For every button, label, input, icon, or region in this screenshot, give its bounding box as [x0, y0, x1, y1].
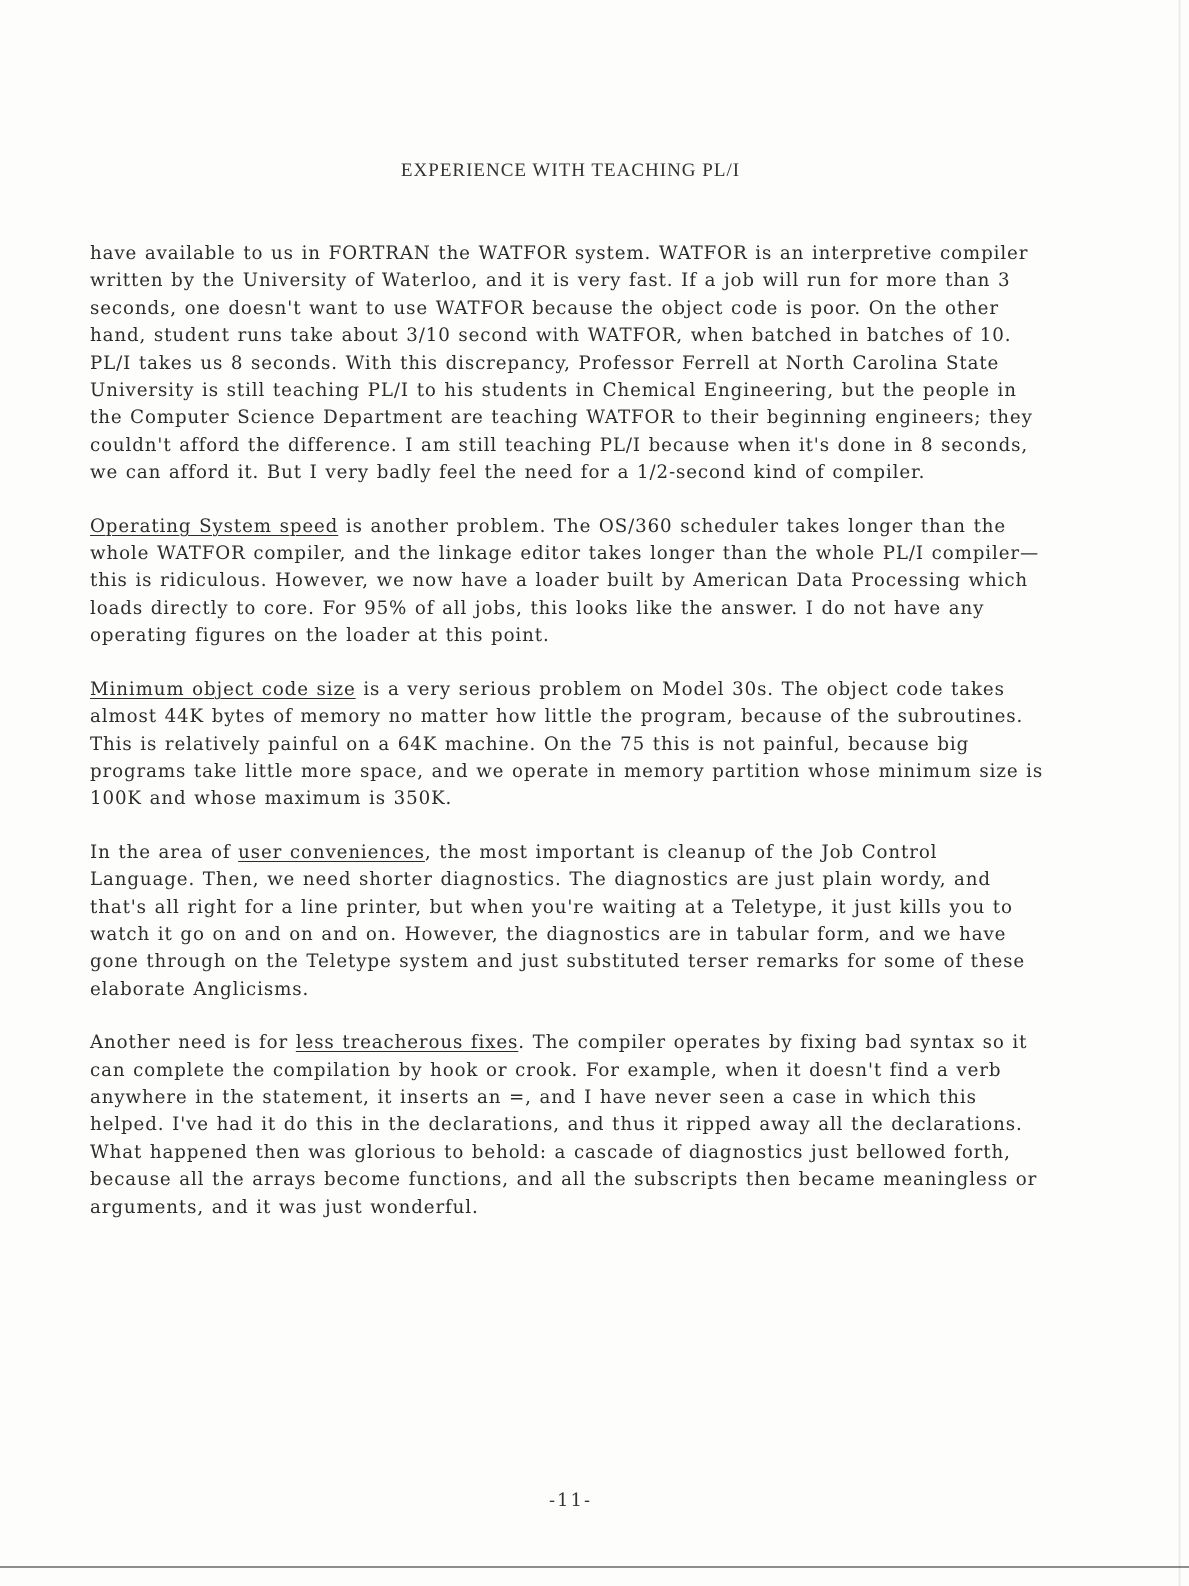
paragraph-fixes-text: . The compiler operates by fixing bad syntax so it can complete the compilation by hook or crook. For example, when it doesn't find a verb anywhere in the statement, it inserts an =, and I have never seen a case in which this helped. I've had it do this in the declarations, and thus it ripped away all the declarations. What happened then was glorious to behold: a cascade of diagnostics just bellowed forth, because all the arrays become functions, and all the subscripts then became meaningless or arguments, and it was just wonderful.	[90, 1032, 1038, 1218]
topic-heading-user-conveniences: user conveniences	[238, 841, 425, 863]
paragraph-user-conveniences-text: , the most important is cleanup of the Job Control Language. Then, we need shorter diagnostics. The diagnostics are just plain wordy, and that's all right for a line printer, but when you're waiting at a Teletype, it just kills you to watch it go on and on and on. However, the diagnostics are in tabular form, and we have gone through on the Teletype system and just substituted terser remarks for some of these elaborate Anglicisms.	[90, 841, 1026, 1000]
topic-heading-object-code: Minimum object code size	[90, 678, 356, 700]
paragraph-object-code	[90, 676, 1050, 813]
paragraph-watfor: have available to us in FORTRAN the WATFOR system. WATFOR is an interpretive compiler written by the University of Waterloo, and it is very fast. If a job will run for more than 3 seconds, one doesn't want to use WATFOR because the object code is poor. On the other hand, student runs take about 3/10 second with WATFOR, when batched in batches of 10. PL/I takes us 8 seconds. With this discrepancy, Professor Ferrell at North Carolina State University is still teaching PL/I to his students in Chemical Engineering, but the people in the Computer Science Department are teaching WATFOR to their beginning engineers; they couldn't afford the difference. I am still teaching PL/I because when it's done in 8 seconds, we can afford it. But I very badly feel the need for a 1/2-second kind of compiler.	[90, 243, 1033, 484]
scan-edge-shadow	[1178, 0, 1181, 1586]
paragraph-object-code-text: is a very serious problem on Model 30s. The object code takes almost 44K bytes of memory no matter how little the program, because of the subroutines. This is relatively painful on a 64K machine. On the 75 this is not painful, because big programs take little more space, and we operate in memory partition whose minimum size is 100K and whose maximum is 350K.	[90, 678, 1044, 810]
topic-heading-os-speed: Operating System speed	[90, 515, 339, 537]
topic-heading-fixes: less treacherous fixes	[295, 1032, 519, 1054]
paragraph-fixes-lead: Another need is for	[90, 1032, 296, 1054]
paragraph-user-conveniences	[90, 839, 1050, 1003]
scan-bottom-edge	[0, 1566, 1189, 1568]
body-text	[90, 240, 1050, 1247]
paragraph-fixes	[90, 1029, 1050, 1221]
page-number: -11-	[548, 1490, 593, 1511]
paragraph-os-speed-text: is another problem. The OS/360 scheduler takes longer than the whole WATFOR compiler, and the linkage editor takes longer than the whole PL/I compiler—this is ridiculous. However, we now have a loader built by American Data Processing which loads directly to core. For 95% of all jobs, this looks like the answer. I do not have any operating figures on the loader at this point.	[90, 515, 1040, 647]
paragraph-os-speed	[90, 513, 1050, 650]
paragraph-user-conveniences-lead: In the area of	[90, 841, 239, 863]
page-header: EXPERIENCE WITH TEACHING PL/I	[400, 160, 741, 181]
